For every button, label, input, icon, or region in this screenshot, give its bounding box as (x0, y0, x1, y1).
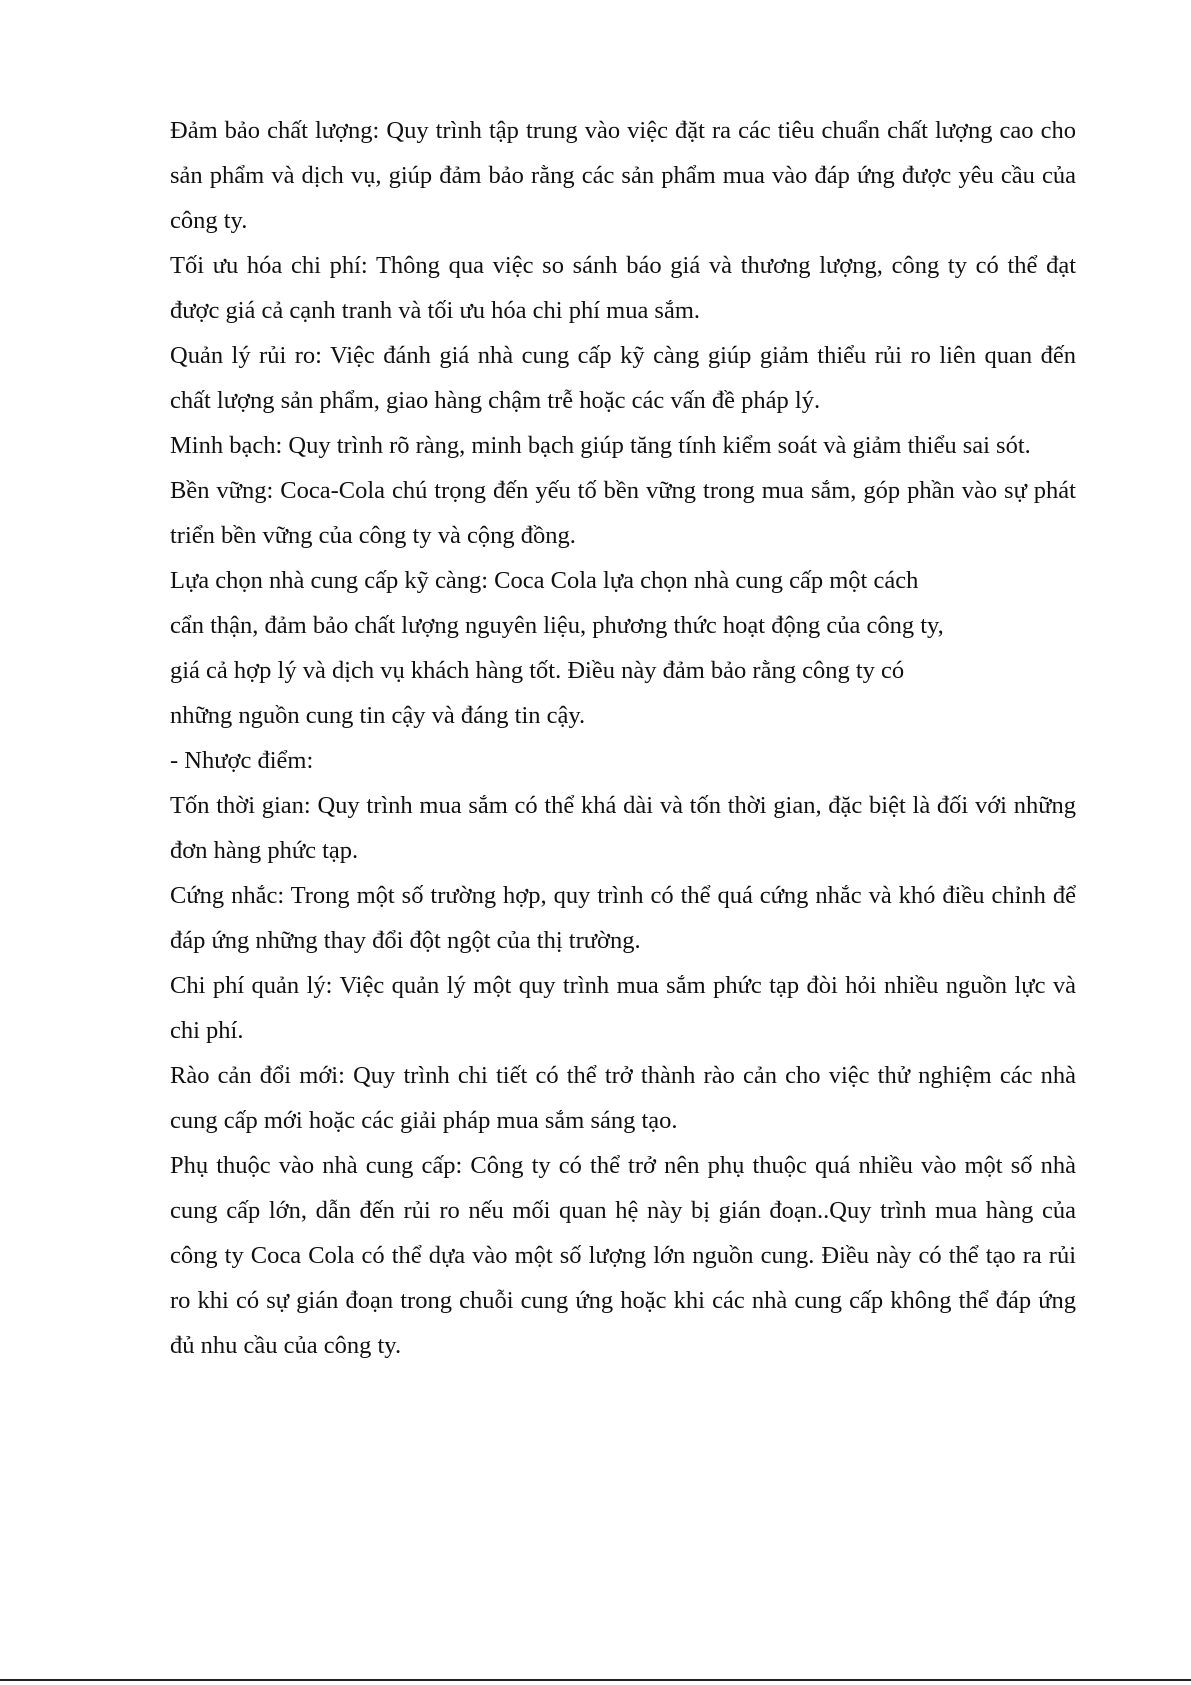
paragraph-management-cost: Chi phí quản lý: Việc quản lý một quy trình mua sắm phức tạp đòi hỏi nhiều nguồn lực và chi phí. (170, 972, 1076, 1044)
text-line: giá cả hợp lý và dịch vụ khách hàng tốt. Điều này đảm bảo rằng công ty có (170, 657, 905, 684)
paragraph-innovation-barrier: Rào cản đổi mới: Quy trình chi tiết có thể trở thành rào cản cho việc thử nghiệm các nhà cung cấp mới hoặc các giải pháp mua sắm sáng tạo. (170, 1062, 1076, 1134)
paragraph-sustainability: Bền vững: Coca-Cola chú trọng đến yếu tố bền vững trong mua sắm, góp phần vào sự phát triển bền vững của công ty và cộng đồng. (170, 477, 1076, 549)
page-content (170, 108, 1076, 1368)
text-line: Lựa chọn nhà cung cấp kỹ càng: Coca Cola lựa chọn nhà cung cấp một cách (170, 567, 919, 594)
paragraph-transparency: Minh bạch: Quy trình rõ ràng, minh bạch giúp tăng tính kiểm soát và giảm thiểu sai sót. (170, 432, 1031, 459)
text-line: cẩn thận, đảm bảo chất lượng nguyên liệu, phương thức hoạt động của công ty, (170, 612, 944, 639)
paragraph-risk-management: Quản lý rủi ro: Việc đánh giá nhà cung cấp kỹ càng giúp giảm thiểu rủi ro liên quan đến chất lượng sản phẩm, giao hàng chậm trễ hoặc các vấn đề pháp lý. (170, 342, 1076, 414)
disadvantages-heading: - Nhược điểm: (170, 747, 314, 774)
paragraph-quality-assurance: Đảm bảo chất lượng: Quy trình tập trung vào việc đặt ra các tiêu chuẩn chất lượng cao cho sản phẩm và dịch vụ, giúp đảm bảo rằng các sản phẩm mua vào đáp ứng được yêu cầu của công ty. (170, 117, 1076, 234)
footer-divider (0, 1679, 1191, 1681)
paragraph-cost-optimization: Tối ưu hóa chi phí: Thông qua việc so sánh báo giá và thương lượng, công ty có thể đạt được giá cả cạnh tranh và tối ưu hóa chi phí mua sắm. (170, 252, 1076, 324)
paragraph-supplier-dependency: Phụ thuộc vào nhà cung cấp: Công ty có thể trở nên phụ thuộc quá nhiều vào một số nhà cung cấp lớn, dẫn đến rủi ro nếu mối quan hệ này bị gián đoạn..Quy trình mua hàng của công ty Coca Cola có thể dựa vào một số lượng lớn nguồn cung. Điều này có thể tạo ra rủi ro khi có sự gián đoạn trong chuỗi cung ứng hoặc khi các nhà cung cấp không thể đáp ứng đủ nhu cầu của công ty. (170, 1152, 1076, 1359)
paragraph-supplier-selection (170, 558, 1076, 738)
paragraph-time-consuming: Tốn thời gian: Quy trình mua sắm có thể khá dài và tốn thời gian, đặc biệt là đối với những đơn hàng phức tạp. (170, 792, 1076, 864)
text-line: những nguồn cung tin cậy và đáng tin cậy. (170, 702, 586, 729)
paragraph-rigidity: Cứng nhắc: Trong một số trường hợp, quy trình có thể quá cứng nhắc và khó điều chỉnh để đáp ứng những thay đổi đột ngột của thị trường. (170, 882, 1076, 954)
